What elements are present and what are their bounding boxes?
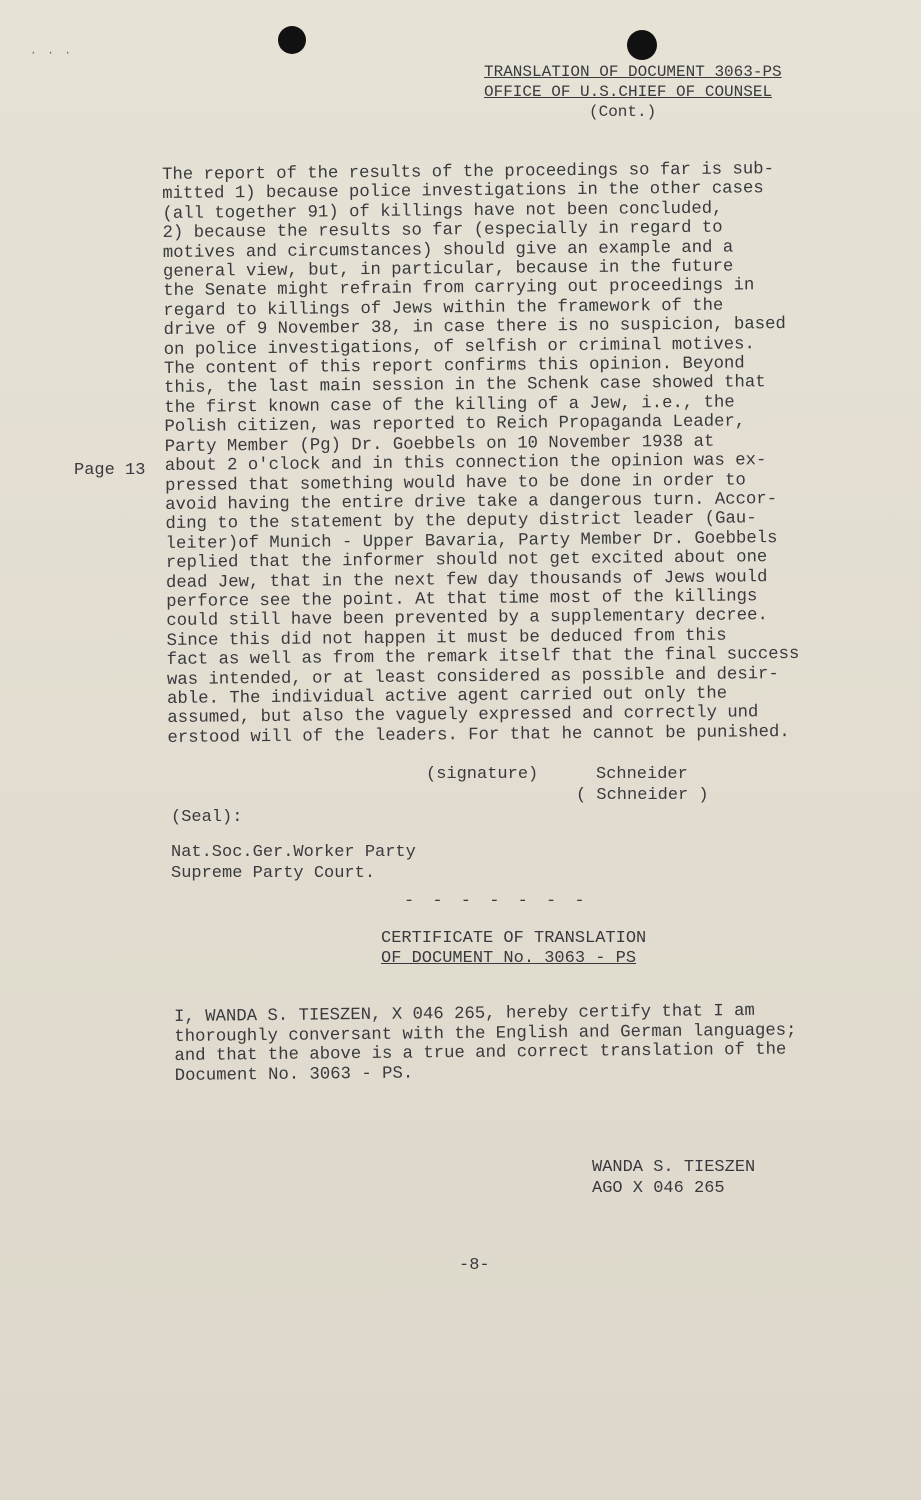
body-line: replied that the informer should not get excited about one (165, 548, 768, 574)
certificate-title-line-1: CERTIFICATE OF TRANSLATION (381, 929, 647, 948)
corner-speck: · · · (30, 48, 74, 60)
body-line: motives and circumstances) should give an example and a (162, 238, 734, 263)
page-number: -8- (459, 1256, 490, 1275)
body-line: The content of this report confirms this opinion. Beyond (163, 354, 745, 380)
body-line: this, the last main session in the Schenk case showed that (164, 373, 766, 399)
certificate-line: thoroughly conversant with the English and German languages; (174, 1021, 797, 1047)
header-office: OFFICE OF U.S.CHIEF OF COUNSEL (484, 83, 773, 101)
seal-label: (Seal): (171, 808, 243, 827)
body-line: about 2 o'clock and in this connection the opinion was ex- (164, 451, 767, 477)
seal-line-1: Nat.Soc.Ger.Worker Party (171, 843, 416, 862)
body-line: was intended, or at least considered as possible and desir- (166, 664, 779, 690)
document-header (484, 62, 844, 122)
punch-hole-left (278, 26, 306, 54)
translator-name: WANDA S. TIESZEN (592, 1158, 756, 1177)
body-line: leiter)of Munich - Upper Bavaria, Party Member Dr. Goebbels (165, 528, 778, 554)
certificate-body (174, 1001, 865, 1087)
body-line: (all together 91) of killings have not been concluded, (162, 199, 723, 224)
body-line: dead Jew, that in the next few day thousands of Jews would (165, 567, 768, 593)
section-separator: - - - - - - - (404, 892, 589, 911)
body-line: the first known case of the killing of a Jew, i.e., the (164, 393, 735, 418)
body-line: drive of 9 November 38, in case there is no suspicion, based (163, 315, 786, 341)
body-line: could still have been prevented by a supplementary decree. (166, 606, 768, 632)
body-line: pressed that something would have to be done in order to (164, 470, 746, 496)
body-line: regard to killings of Jews within the framework of the (163, 296, 724, 321)
signature-typed-name: ( Schneider ) (576, 786, 709, 805)
page-reference-note: Page 13 (74, 461, 146, 480)
body-line: the Senate might refrain from carrying out proceedings in (163, 276, 755, 302)
signature-block (426, 764, 709, 806)
body-line: Polish citizen, was reported to Reich Propaganda Leader, (164, 412, 746, 438)
body-line: erstood will of the leaders. For that he cannot be punished. (167, 722, 790, 748)
body-line: fact as well as from the remark itself that the final success (166, 645, 800, 671)
signature-name: Schneider (596, 765, 688, 784)
body-line: general view, but, in particular, because in the future (162, 257, 734, 283)
body-line: Since this did not happen it must be deduced from this (166, 626, 727, 651)
header-continued: (Cont.) (589, 103, 657, 121)
body-line: perforce see the point. At that time most of the killings (166, 587, 758, 612)
body-line: mitted 1) because police investigations in the other cases (162, 179, 764, 205)
seal-block (171, 807, 416, 884)
signature-label: (signature) (426, 765, 539, 784)
body-line: 2) because the results so far (especially in regard to (162, 218, 723, 244)
punch-hole-right (627, 30, 657, 60)
report-body (162, 159, 880, 748)
header-translation-title: TRANSLATION OF DOCUMENT 3063-PS (484, 63, 782, 81)
certificate-title (381, 929, 674, 969)
certificate-title-line-2: OF DOCUMENT No. 3063 - PS (381, 949, 637, 968)
seal-line-2: Supreme Party Court. (171, 864, 376, 883)
certificate-line: I, WANDA S. TIESZEN, X 046 265, hereby certify that I am (174, 1001, 755, 1027)
body-line: assumed, but also the vaguely expressed and correctly und (167, 703, 759, 729)
certificate-line: Document No. 3063 - PS. (174, 1064, 414, 1086)
body-line: The report of the results of the proceedings so far is sub- (162, 160, 775, 185)
body-line: ding to the statement by the deputy district leader (Gau- (165, 509, 757, 535)
translator-id: AGO X 046 265 (592, 1179, 725, 1198)
translator-block (592, 1157, 755, 1199)
certificate-line: and that the above is a true and correct translation of the (174, 1040, 787, 1067)
body-line: Party Member (Pg) Dr. Goebbels on 10 November 1938 at (164, 432, 715, 457)
body-line: avoid having the entire drive take a dangerous turn. Accor- (165, 490, 778, 515)
body-line: able. The individual active agent carried out only the (167, 684, 728, 709)
body-line: on police investigations, of selfish or criminal motives. (163, 334, 755, 360)
